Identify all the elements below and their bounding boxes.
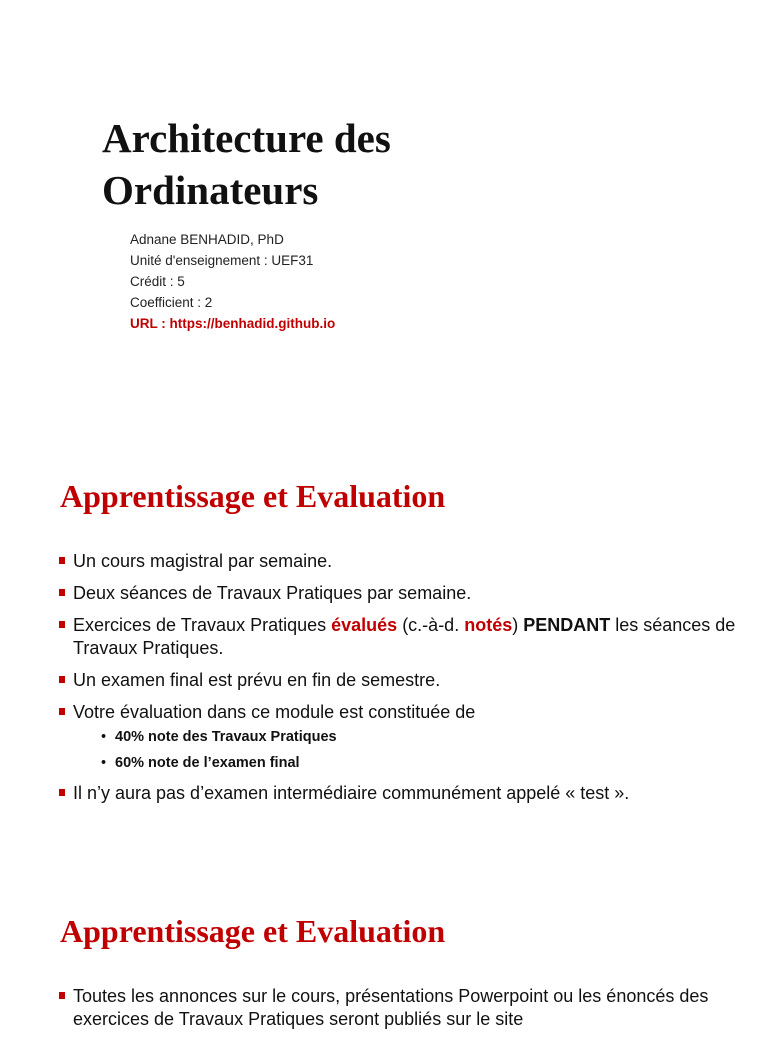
list-item	[58, 582, 738, 605]
square-bullet-icon	[59, 676, 65, 683]
presentation-title	[102, 112, 662, 216]
square-bullet-icon	[59, 992, 65, 999]
bullet-text: Votre évaluation dans ce module est constituée de	[73, 702, 476, 722]
evaluation-slide	[0, 460, 768, 880]
list-item	[58, 985, 738, 1031]
bullet-list	[58, 985, 738, 1040]
sub-bullet-list	[73, 728, 738, 773]
bullet-text-part: )	[512, 615, 524, 635]
highlight-pendant: PENDANT	[523, 615, 611, 635]
square-bullet-icon	[59, 589, 65, 596]
square-bullet-icon	[59, 557, 65, 564]
bullet-text-part: les séances de Travaux Pratiques.	[73, 615, 736, 658]
bullet-text-part: (c.-à-d.	[397, 615, 465, 635]
list-item	[58, 669, 738, 692]
sub-list-item	[101, 728, 738, 747]
highlight-notes: notés	[464, 615, 513, 635]
bullet-text: Un examen final est prévu en fin de semestre.	[73, 670, 441, 690]
course-info	[130, 229, 335, 334]
title-line-1: Architecture des	[102, 115, 391, 161]
dot-bullet-icon: •	[101, 755, 107, 771]
slide-title: Apprentissage et Evaluation	[60, 913, 446, 949]
square-bullet-icon	[59, 621, 65, 628]
dot-bullet-icon: •	[101, 729, 107, 745]
list-item	[58, 550, 738, 573]
sub-list-item	[101, 754, 738, 773]
list-item	[58, 782, 738, 805]
bullet-text: Deux séances de Travaux Pratiques par semaine.	[73, 583, 472, 603]
bullet-text: Toutes les annonces sur le cours, présentations Powerpoint ou les énoncés des exercices de Travaux Pratiques seront publiés sur le site	[73, 986, 709, 1029]
slide-title: Apprentissage et Evaluation	[60, 478, 446, 514]
coefficient-value: Coefficient : 2	[130, 295, 213, 310]
author-name: Adnane BENHADID, PhD	[130, 232, 284, 247]
teaching-unit: Unité d'enseignement : UEF31	[130, 253, 314, 268]
title-line-2: Ordinateurs	[102, 167, 319, 213]
sub-bullet-text: 60% note de l’examen final	[115, 755, 300, 771]
list-item	[58, 614, 738, 660]
square-bullet-icon	[59, 789, 65, 796]
highlight-evalues: évalués	[331, 615, 398, 635]
sub-bullet-text: 40% note des Travaux Pratiques	[115, 729, 337, 745]
square-bullet-icon	[59, 708, 65, 715]
bullet-list	[58, 550, 738, 814]
bullet-text-part: Exercices de Travaux Pratiques	[73, 615, 332, 635]
bullet-text: Un cours magistral par semaine.	[73, 551, 333, 571]
evaluation-slide-continued	[0, 895, 768, 1029]
course-url-link[interactable]: URL : https://benhadid.github.io	[130, 316, 336, 331]
bullet-text: Il n’y aura pas d’examen intermédiaire communément appelé « test ».	[73, 783, 630, 803]
credit-value: Crédit : 5	[130, 274, 185, 289]
title-slide	[0, 0, 768, 440]
list-item	[58, 701, 738, 773]
